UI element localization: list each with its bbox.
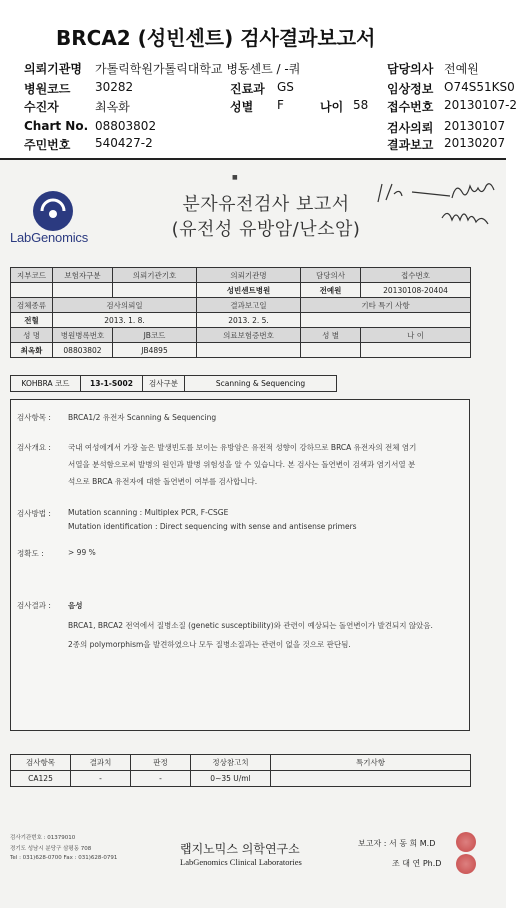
info-value-row-1 xyxy=(11,283,471,298)
info-header-row-3 xyxy=(11,328,471,343)
age-value: 58 xyxy=(353,98,369,112)
sex-cell xyxy=(301,343,361,358)
reviewer-seal-icon xyxy=(456,854,476,874)
test-category-value: Scanning & Sequencing xyxy=(185,376,337,392)
info-header-row-2 xyxy=(11,298,471,313)
marker-reference-cell: 0~35 U/ml xyxy=(191,771,271,787)
receipt-no-label: 접수번호 xyxy=(387,100,434,114)
logo-text: LabGenomics xyxy=(10,230,89,245)
scan-mark: ■ xyxy=(232,174,238,181)
header-cell: 성 별 xyxy=(301,328,361,343)
patient-value: 최옥화 xyxy=(95,100,130,114)
header-cell: JB코드 xyxy=(113,328,197,343)
handwritten-signature xyxy=(372,178,502,236)
header-cell: 검사의뢰일 xyxy=(53,298,197,313)
info-header-row-1 xyxy=(11,268,471,283)
patient-name-cell: 최옥화 xyxy=(11,343,53,358)
kohbra-code: 13-1-S002 xyxy=(81,376,143,392)
test-request-label: 검사의뢰 xyxy=(387,121,434,135)
reporter-name: 보고자 : 서 동 희 M.D xyxy=(358,839,436,848)
scanned-report xyxy=(0,160,506,908)
header-cell: 판정 xyxy=(131,755,191,771)
marker-judgment-cell: - xyxy=(131,771,191,787)
test-item-label: 검사항목 : xyxy=(17,413,51,422)
requesting-institution-label: 의뢰기관명 xyxy=(24,62,82,76)
lab-name-english: LabGenomics Clinical Laboratories xyxy=(180,857,302,867)
hospital-code-value: 30282 xyxy=(95,80,134,94)
header-cell: 성 명 xyxy=(11,328,53,343)
notes-cell xyxy=(301,313,471,328)
overview-text-line: 서열을 분석함으로써 발병의 원인과 발병 위험성을 알 수 있습니다. 본 검사는 돌연변이 검색과 염기서열 분 xyxy=(68,460,416,469)
method-label: 검사방법 : xyxy=(17,509,51,518)
footer-contact: Tel : 031)628-0700 Fax : 031)628-0791 xyxy=(10,855,118,861)
document-subtitle: (유전성 유방암/난소암) xyxy=(171,219,361,240)
header-cell: 검체종류 xyxy=(11,298,53,313)
method-text-line: Mutation identification : Direct sequencing with sense and antisense primers xyxy=(68,522,357,531)
hospital-code-label: 병원코드 xyxy=(24,82,71,96)
patient-info-table xyxy=(10,267,471,358)
resident-no-label: 주민번호 xyxy=(24,138,71,152)
footer-institution-number: 검사기관번호 : 01379010 xyxy=(10,835,76,841)
table-row xyxy=(11,771,471,787)
report-date-cell: 2013. 2. 5. xyxy=(197,313,301,328)
header-cell: 의뢰기관명 xyxy=(197,268,301,283)
department-value: GS xyxy=(277,80,294,94)
result-report-label: 결과보고 xyxy=(387,138,434,152)
accuracy-value: > 99 % xyxy=(68,548,96,557)
header-cell: 특기사항 xyxy=(271,755,471,771)
overview-label: 검사개요 : xyxy=(17,443,51,452)
institution-name-cell: 성빈센트병원 xyxy=(197,283,301,298)
sex-label: 성별 xyxy=(230,100,254,114)
chart-no-value: 08803802 xyxy=(95,119,157,133)
header-cell: 의료보험증번호 xyxy=(197,328,301,343)
report-header xyxy=(0,0,517,160)
receipt-no-value: 20130107-2 xyxy=(444,98,517,112)
chart-no-label: Chart No. xyxy=(24,119,89,133)
document-title: 분자유전검사 보고서 xyxy=(182,194,350,215)
info-value-row-2 xyxy=(11,313,471,328)
request-date-cell: 2013. 1. 8. xyxy=(53,313,197,328)
overview-text-line: 석으로 BRCA 유전자에 대한 돌연변이 여부를 검사합니다. xyxy=(68,477,258,486)
header-cell: 나 이 xyxy=(361,328,471,343)
header-cell: 기타 특기 사항 xyxy=(301,298,471,313)
header-cell: 의뢰기관기호 xyxy=(113,268,197,283)
result-label: 검사결과 : xyxy=(17,601,51,610)
method-text-line: Mutation scanning : Multiplex PCR, F-CSGE xyxy=(68,508,229,517)
patient-label: 수진자 xyxy=(24,100,59,114)
header-cell: 접수번호 xyxy=(361,268,471,283)
header-cell: 지부코드 xyxy=(11,268,53,283)
doctor-value: 전예원 xyxy=(444,62,479,76)
header-cell: 결과보고일 xyxy=(197,298,301,313)
kohbra-code-table xyxy=(10,375,337,392)
accuracy-label: 정확도 : xyxy=(17,549,44,558)
report-title: BRCA2 (성빈센트) 검사결과보고서 xyxy=(56,26,376,50)
marker-result-cell: - xyxy=(71,771,131,787)
insurance-number-cell xyxy=(197,343,301,358)
result-report-value: 20130207 xyxy=(444,136,506,150)
marker-name-cell: CA125 xyxy=(11,771,71,787)
test-request-value: 20130107 xyxy=(444,119,506,133)
marker-header-row xyxy=(11,755,471,771)
reviewer-name: 조 대 연 Ph.D xyxy=(392,859,442,868)
header-cell: 보험자구분 xyxy=(53,268,113,283)
test-results-section xyxy=(10,399,470,731)
reporter-seal-icon xyxy=(456,832,476,852)
resident-no-value: 540427-2 xyxy=(95,136,153,150)
footer-address: 경기도 성남시 분당구 삼평동 708 xyxy=(10,846,92,852)
requesting-institution-value: 가톨릭학원가톨릭대학교 병동센트 / -쿼 xyxy=(95,62,301,76)
header-cell: 결과치 xyxy=(71,755,131,771)
kohbra-label: KOHBRA 코드 xyxy=(11,376,81,392)
marker-table xyxy=(10,754,471,787)
receipt-number-cell: 20130108-20404 xyxy=(361,283,471,298)
result-text-line: BRCA1, BRCA2 전역에서 질병소질 (genetic susceptibility)와 관련이 예상되는 돌연변이가 발견되지 않았음. xyxy=(68,621,433,630)
result-text-line: 2종의 polymorphism을 발견하였으나 모두 질병소질과는 관련이 없을 것으로 판단됨. xyxy=(68,640,351,649)
result-value: 음성 xyxy=(68,601,83,610)
lab-name-korean: 랩지노믹스 의학연구소 xyxy=(180,842,300,856)
age-label: 나이 xyxy=(320,100,344,114)
header-cell: 병원병록번호 xyxy=(53,328,113,343)
clinical-info-label: 임상정보 xyxy=(387,82,434,96)
age-cell xyxy=(361,343,471,358)
chart-number-cell: 08803802 xyxy=(53,343,113,358)
doctor-cell: 전예원 xyxy=(301,283,361,298)
jb-code-cell: JB4895 xyxy=(113,343,197,358)
header-cell: 정상참고치 xyxy=(191,755,271,771)
info-value-row-3 xyxy=(11,343,471,358)
department-label: 진료과 xyxy=(230,82,265,96)
test-item-value: BRCA1/2 유전자 Scanning & Sequencing xyxy=(68,413,217,422)
overview-text-line: 국내 여성에게서 가장 높은 발생빈도를 보이는 유방암은 유전적 성향이 강하므로 BRCA 유전자의 전체 염기 xyxy=(68,443,417,452)
doctor-label: 담당의사 xyxy=(387,62,434,76)
marker-note-cell xyxy=(271,771,471,787)
value-cell xyxy=(113,283,197,298)
value-cell xyxy=(53,283,113,298)
clinical-info-value: O74S51KS0 xyxy=(444,80,515,94)
header-cell: 담당의사 xyxy=(301,268,361,283)
value-cell xyxy=(11,283,53,298)
specimen-type-cell: 전혈 xyxy=(11,313,53,328)
sex-value: F xyxy=(277,98,284,112)
test-category-label: 검사구분 xyxy=(143,376,185,392)
header-cell: 검사항목 xyxy=(11,755,71,771)
